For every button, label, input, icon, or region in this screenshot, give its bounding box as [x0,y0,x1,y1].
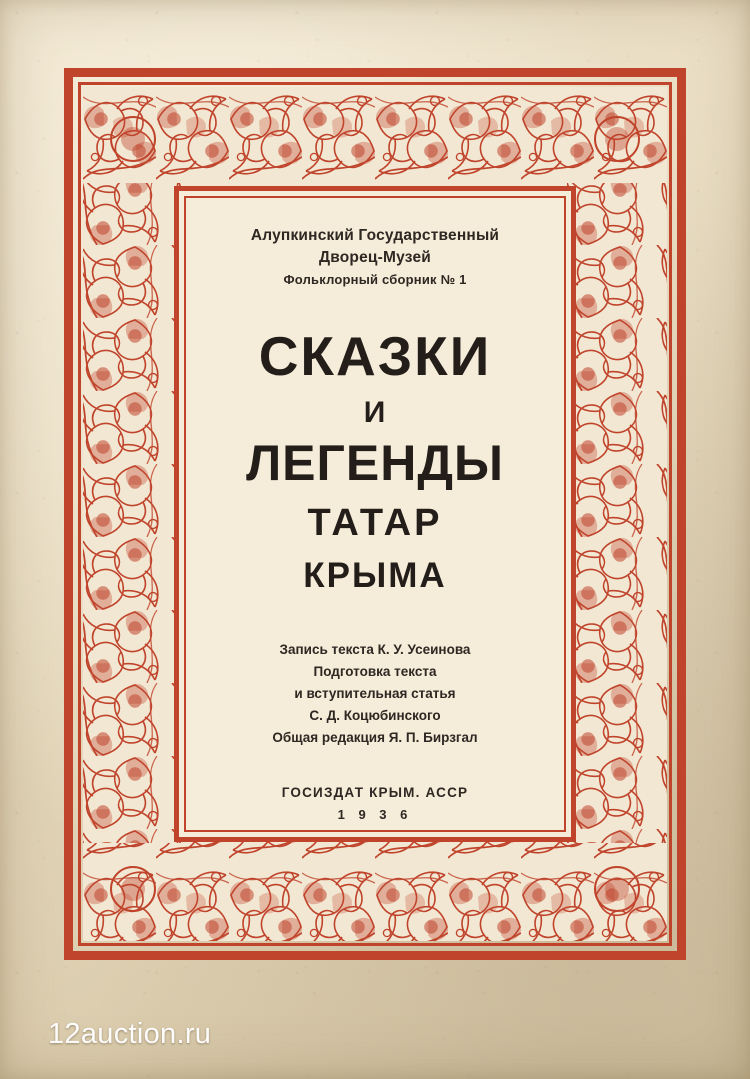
ornamental-frame [64,68,686,960]
credit-line-2: Подготовка текста [313,664,437,680]
publisher-line-1: Алупкинский Государственный [250,227,500,244]
title-line-kryma: КРЫМА [303,556,447,596]
title-block [179,191,571,837]
collection-number: Фольклорный сборник № 1 [283,272,467,287]
title-line-i: И [363,396,387,430]
title-line-skazki: СКАЗКИ [258,325,492,388]
title-line-legendy: ЛЕГЕНДЫ [246,435,504,492]
watermark-text: 12auction.ru [48,1018,212,1050]
credit-line-5: Общая редакция Я. П. Бирзгал [272,729,478,745]
title-panel [174,186,576,842]
title-line-tatar: ТАТАР [307,502,443,545]
publisher-line-2: Дворец-Музей [319,249,431,266]
imprint-publisher: ГОСИЗДАТ КРЫМ. АССР [281,784,469,800]
credits-block [205,639,545,748]
credit-line-3: и вступительная статья [294,686,456,702]
imprint-year: 1 9 3 6 [337,806,413,822]
credit-line-1: Запись текста К. У. Усеинова [279,642,471,658]
credit-line-4: С. Д. Коцюбинского [309,708,441,724]
